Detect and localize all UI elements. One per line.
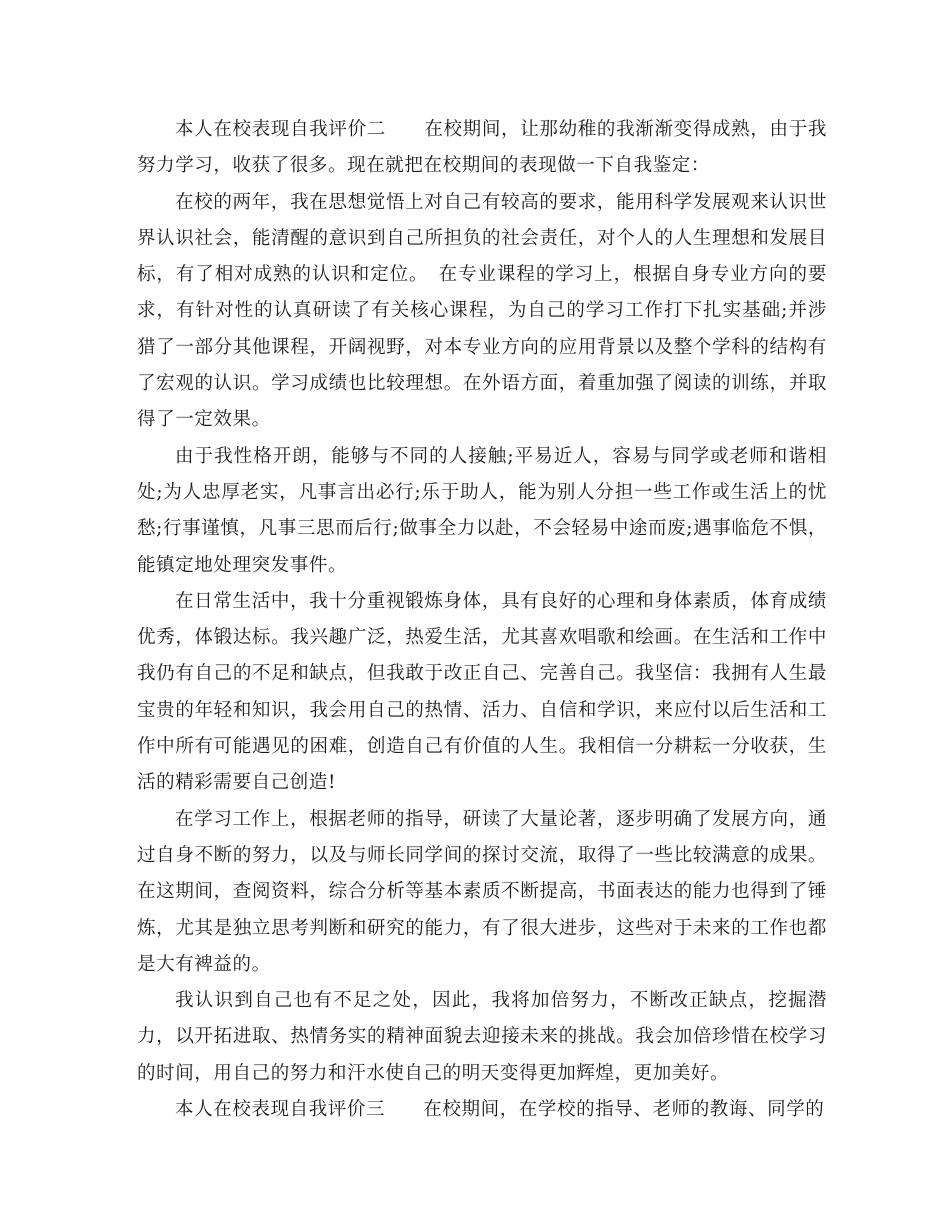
paragraph-work: 在学习工作上，根据老师的指导，研读了大量论著，逐步明确了发展方向，通过自身不断的努力，以及与师长同学间的探讨交流，取得了一些比较满意的成果。在这期间，查阅资料，综合分析等基本素质不断提高，书面表达的能力也得到了锤炼，尤其是独立思考判断和研究的能力，有了很大进步，这些对于未来的工作也都是大有裨益的。: [137, 808, 827, 975]
document-body: [137, 112, 827, 1128]
paragraph-study: 在校的两年，我在思想觉悟上对自己有较高的要求，能用科学发展观来认识世界认识社会，能清醒的意识到自己所担负的社会责任，对个人的人生理想和发展目标，有了相对成熟的认识和定位。 在专业课程的学习上，根据自身专业方向的要求，有针对性的认真研读了有关核心课程，为自己的学习工作打下扎实基础;并涉猎了一部分其他课程，开阔视野，对本专业方向的应用背景以及整个学科的结构有了宏观的认识。学习成绩也比较理想。在外语方面，着重加强了阅读的训练，并取得了一定效果。: [137, 191, 827, 431]
paragraph-intro: 本人在校表现自我评价二 在校期间，让那幼稚的我渐渐变得成熟，由于我努力学习，收获了很多。现在就把在校期间的表现做一下自我鉴定：: [137, 119, 827, 177]
paragraph-daily-life: 在日常生活中，我十分重视锻炼身体，具有良好的心理和身体素质，体育成绩优秀，体锻达标。我兴趣广泛，热爱生活，尤其喜欢唱歌和绘画。在生活和工作中我仍有自己的不足和缺点，但我敢于改正自己、完善自己。我坚信：我拥有人生最宝贵的年轻和知识，我会用自己的热情、活力、自信和学识，来应付以后生活和工作中所有可能遇见的困难，创造自己有价值的人生。我相信一分耕耘一分收获，生活的精彩需要自己创造!: [137, 590, 827, 794]
paragraph-personality: 由于我性格开朗，能够与不同的人接触;平易近人，容易与同学或老师和谐相处;为人忠厚老实，凡事言出必行;乐于助人，能为别人分担一些工作或生活上的忧愁;行事谨慎，凡事三思而后行;做事全力以赴，不会轻易中途而废;遇事临危不惧，能镇定地处理突发事件。: [137, 445, 827, 576]
paragraph-next-section: 本人在校表现自我评价三 在校期间，在学校的指导、老师的教诲、同学的: [175, 1099, 825, 1121]
paragraph-shortcomings: 我认识到自己也有不足之处，因此，我将加倍努力，不断改正缺点，挖掘潜力，以开拓进取、热情务实的精神面貌去迎接未来的挑战。我会加倍珍惜在校学习的时间，用自己的努力和汗水使自己的明天变得更加辉煌，更加美好。: [137, 990, 827, 1084]
